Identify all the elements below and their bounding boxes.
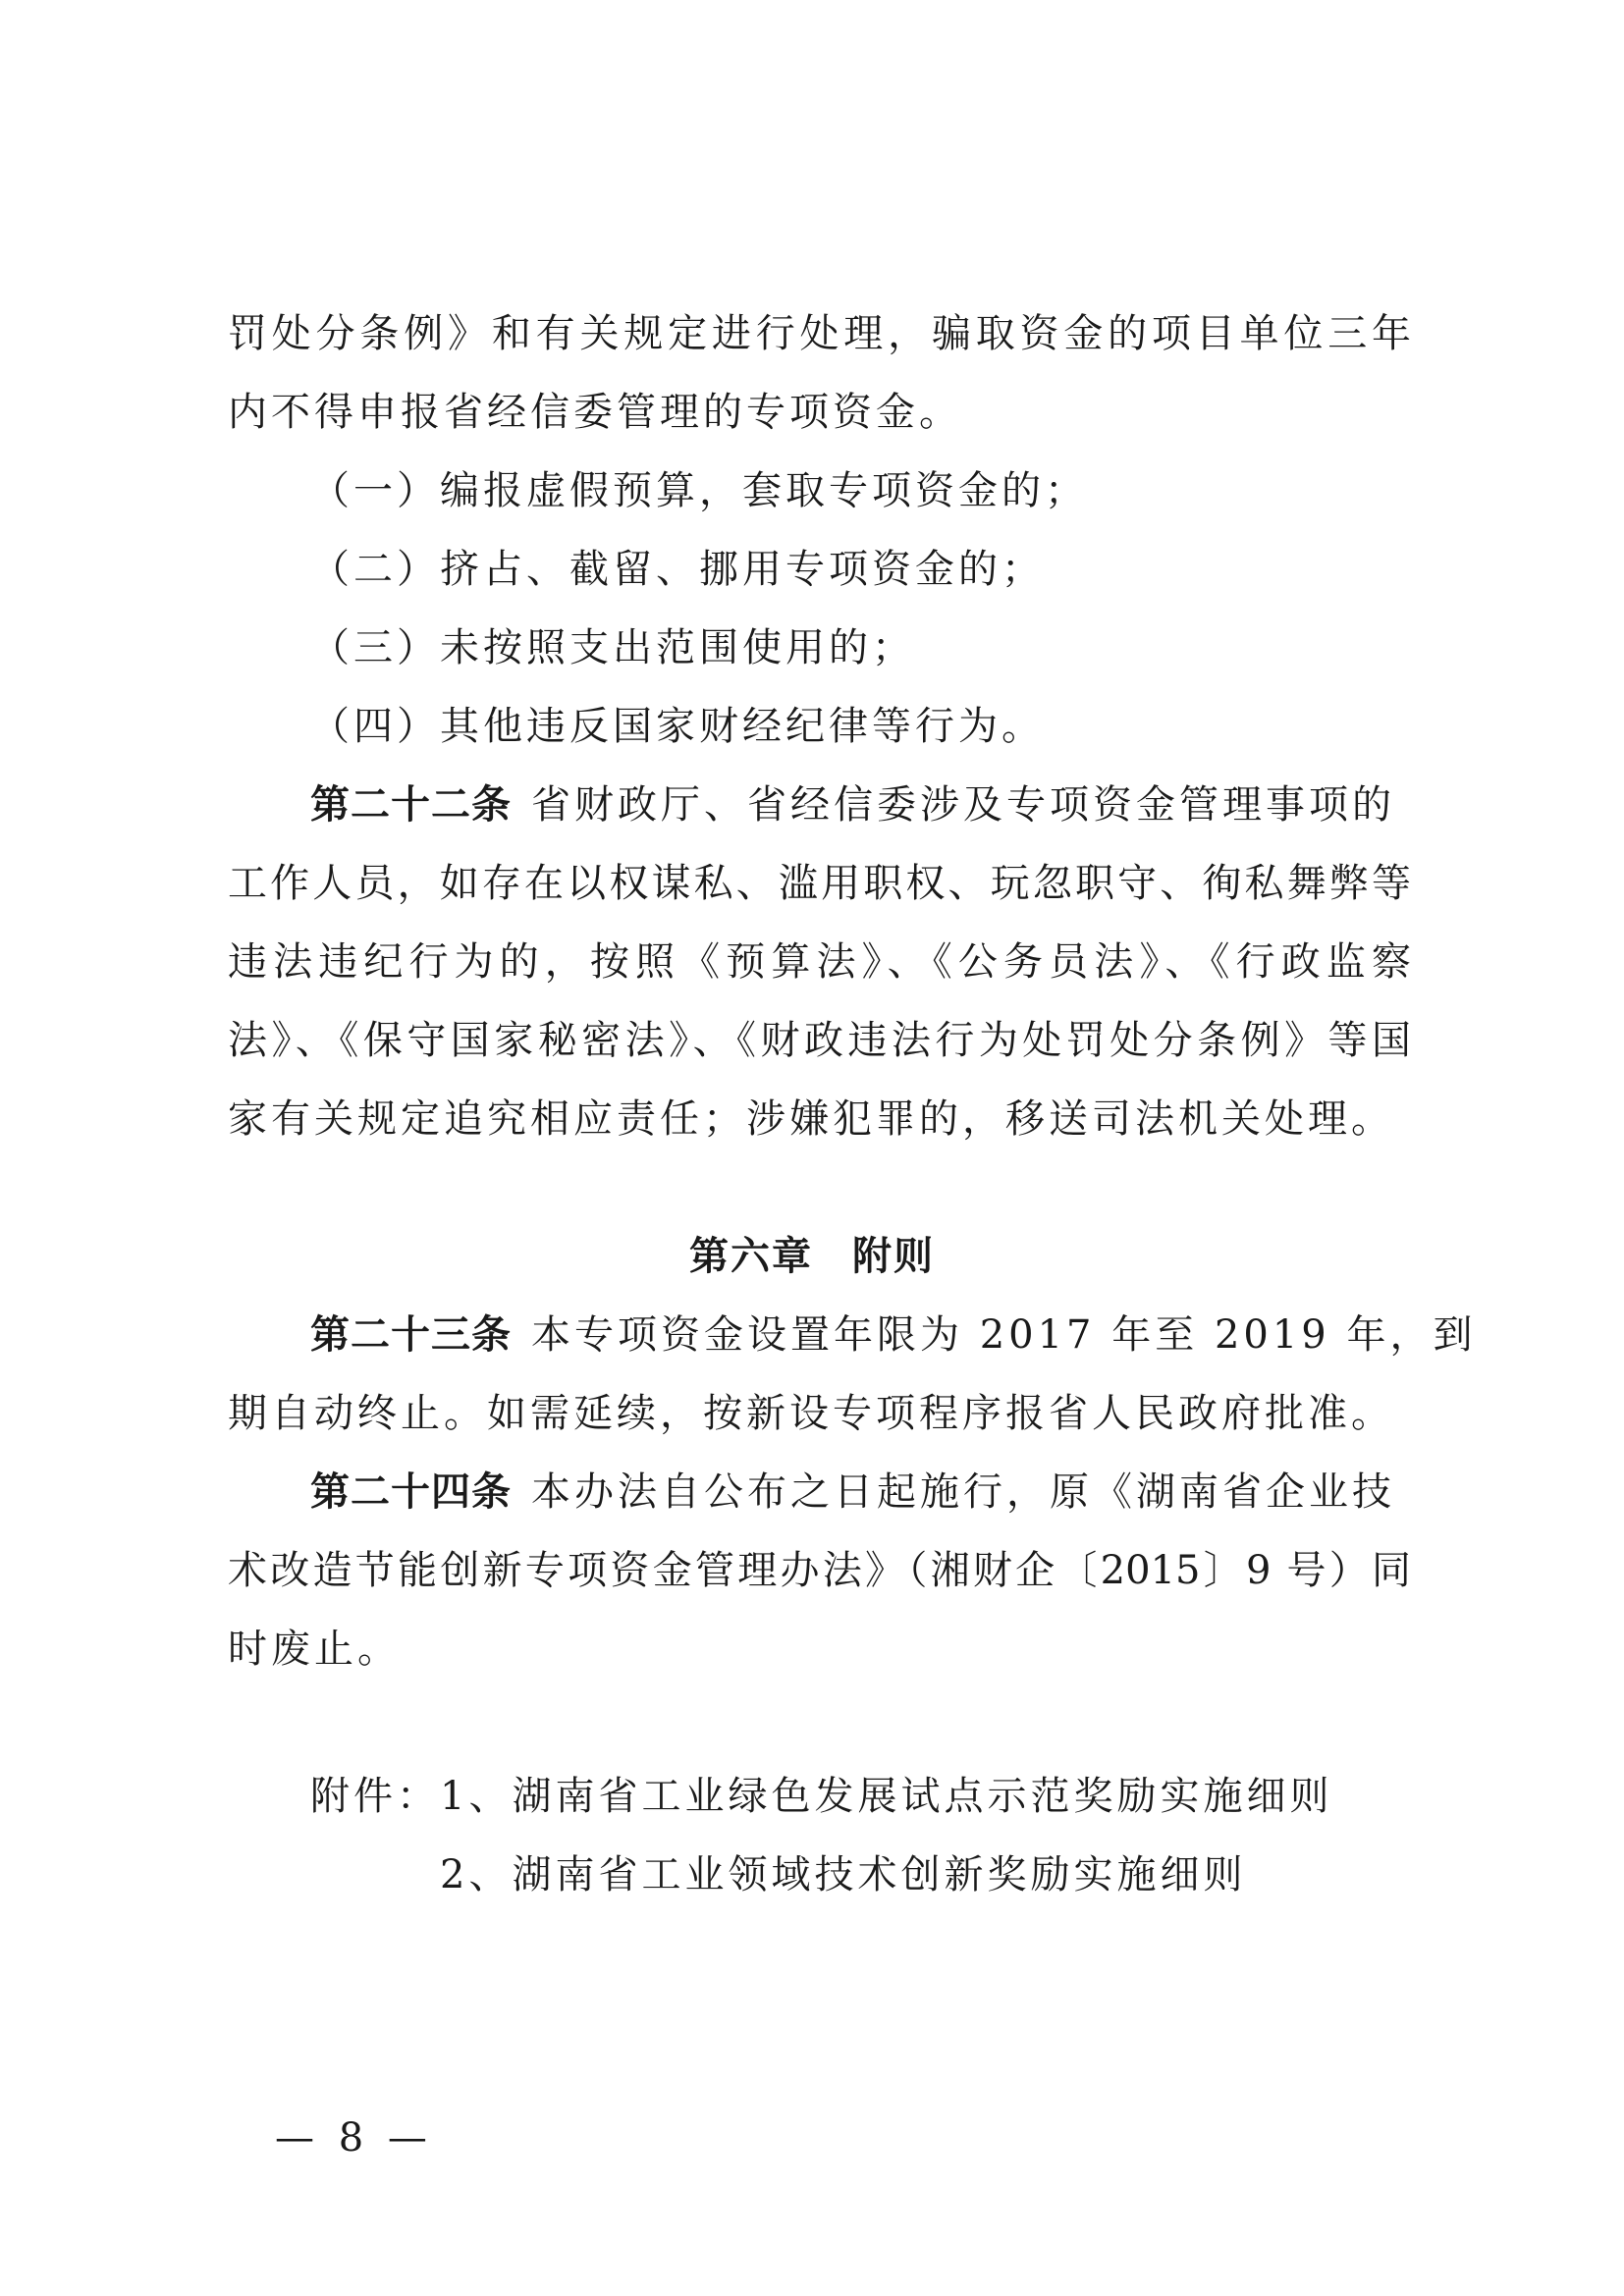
paragraph-line: 家有关规定追究相应责任；涉嫌犯罪的，移送司法机关处理。 [228, 1096, 1394, 1142]
attachment-item: 2、湖南省工业领域技术创新奖励实施细则 [440, 1852, 1247, 1897]
article-24-label: 第二十四条 [310, 1469, 512, 1515]
list-item: （三）未按照支出范围使用的； [310, 625, 915, 670]
article-24-text: 本办法自公布之日起施行，原《湖南省企业技 [531, 1469, 1395, 1515]
article-22-label: 第二十二条 [310, 782, 512, 828]
list-item: （二）挤占、截留、挪用专项资金的； [310, 547, 1045, 592]
attachment-label: 附件： [310, 1774, 440, 1819]
paragraph-line: 内不得申报省经信委管理的专项资金。 [228, 390, 962, 435]
article-22-text: 省财政厅、省经信委涉及专项资金管理事项的 [531, 782, 1395, 828]
article-24-first-line [310, 1465, 1395, 1520]
article-23-first-line [310, 1308, 1476, 1362]
list-item: （一）编报虚假预算，套取专项资金的； [310, 468, 1088, 513]
attachment-item: 1、湖南省工业绿色发展试点示范奖励实施细则 [440, 1774, 1333, 1819]
page-number: — 8 — [275, 2115, 433, 2161]
chapter-heading [0, 1229, 1624, 1284]
paragraph-line: 违法违纪行为的，按照《预算法》、《公务员法》、《行政监察 [228, 939, 1411, 985]
paragraph-line: 工作人员，如存在以权谋私、滥用职权、玩忽职守、徇私舞弊等 [228, 861, 1411, 906]
attachment-line-1 [310, 1769, 1332, 1824]
chapter-title: 附则 [852, 1234, 935, 1279]
article-23-text: 本专项资金设置年限为 2017 年至 2019 年，到 [531, 1312, 1477, 1358]
paragraph-line: 术改造节能创新专项资金管理办法》（湘财企〔2015〕9 号）同 [228, 1548, 1411, 1593]
article-23-label: 第二十三条 [310, 1312, 512, 1358]
paragraph-line: 罚处分条例》和有关规定进行处理，骗取资金的项目单位三年 [228, 311, 1411, 356]
chapter-number: 第六章 [689, 1234, 813, 1279]
paragraph-line: 时废止。 [228, 1627, 401, 1672]
article-22-first-line [310, 777, 1395, 832]
paragraph-line: 期自动终止。如需延续，按新设专项程序报省人民政府批准。 [228, 1391, 1394, 1436]
list-item: （四）其他违反国家财经纪律等行为。 [310, 704, 1045, 749]
paragraph-line: 法》、《保守国家秘密法》、《财政违法行为处罚处分条例》等国 [228, 1018, 1411, 1063]
